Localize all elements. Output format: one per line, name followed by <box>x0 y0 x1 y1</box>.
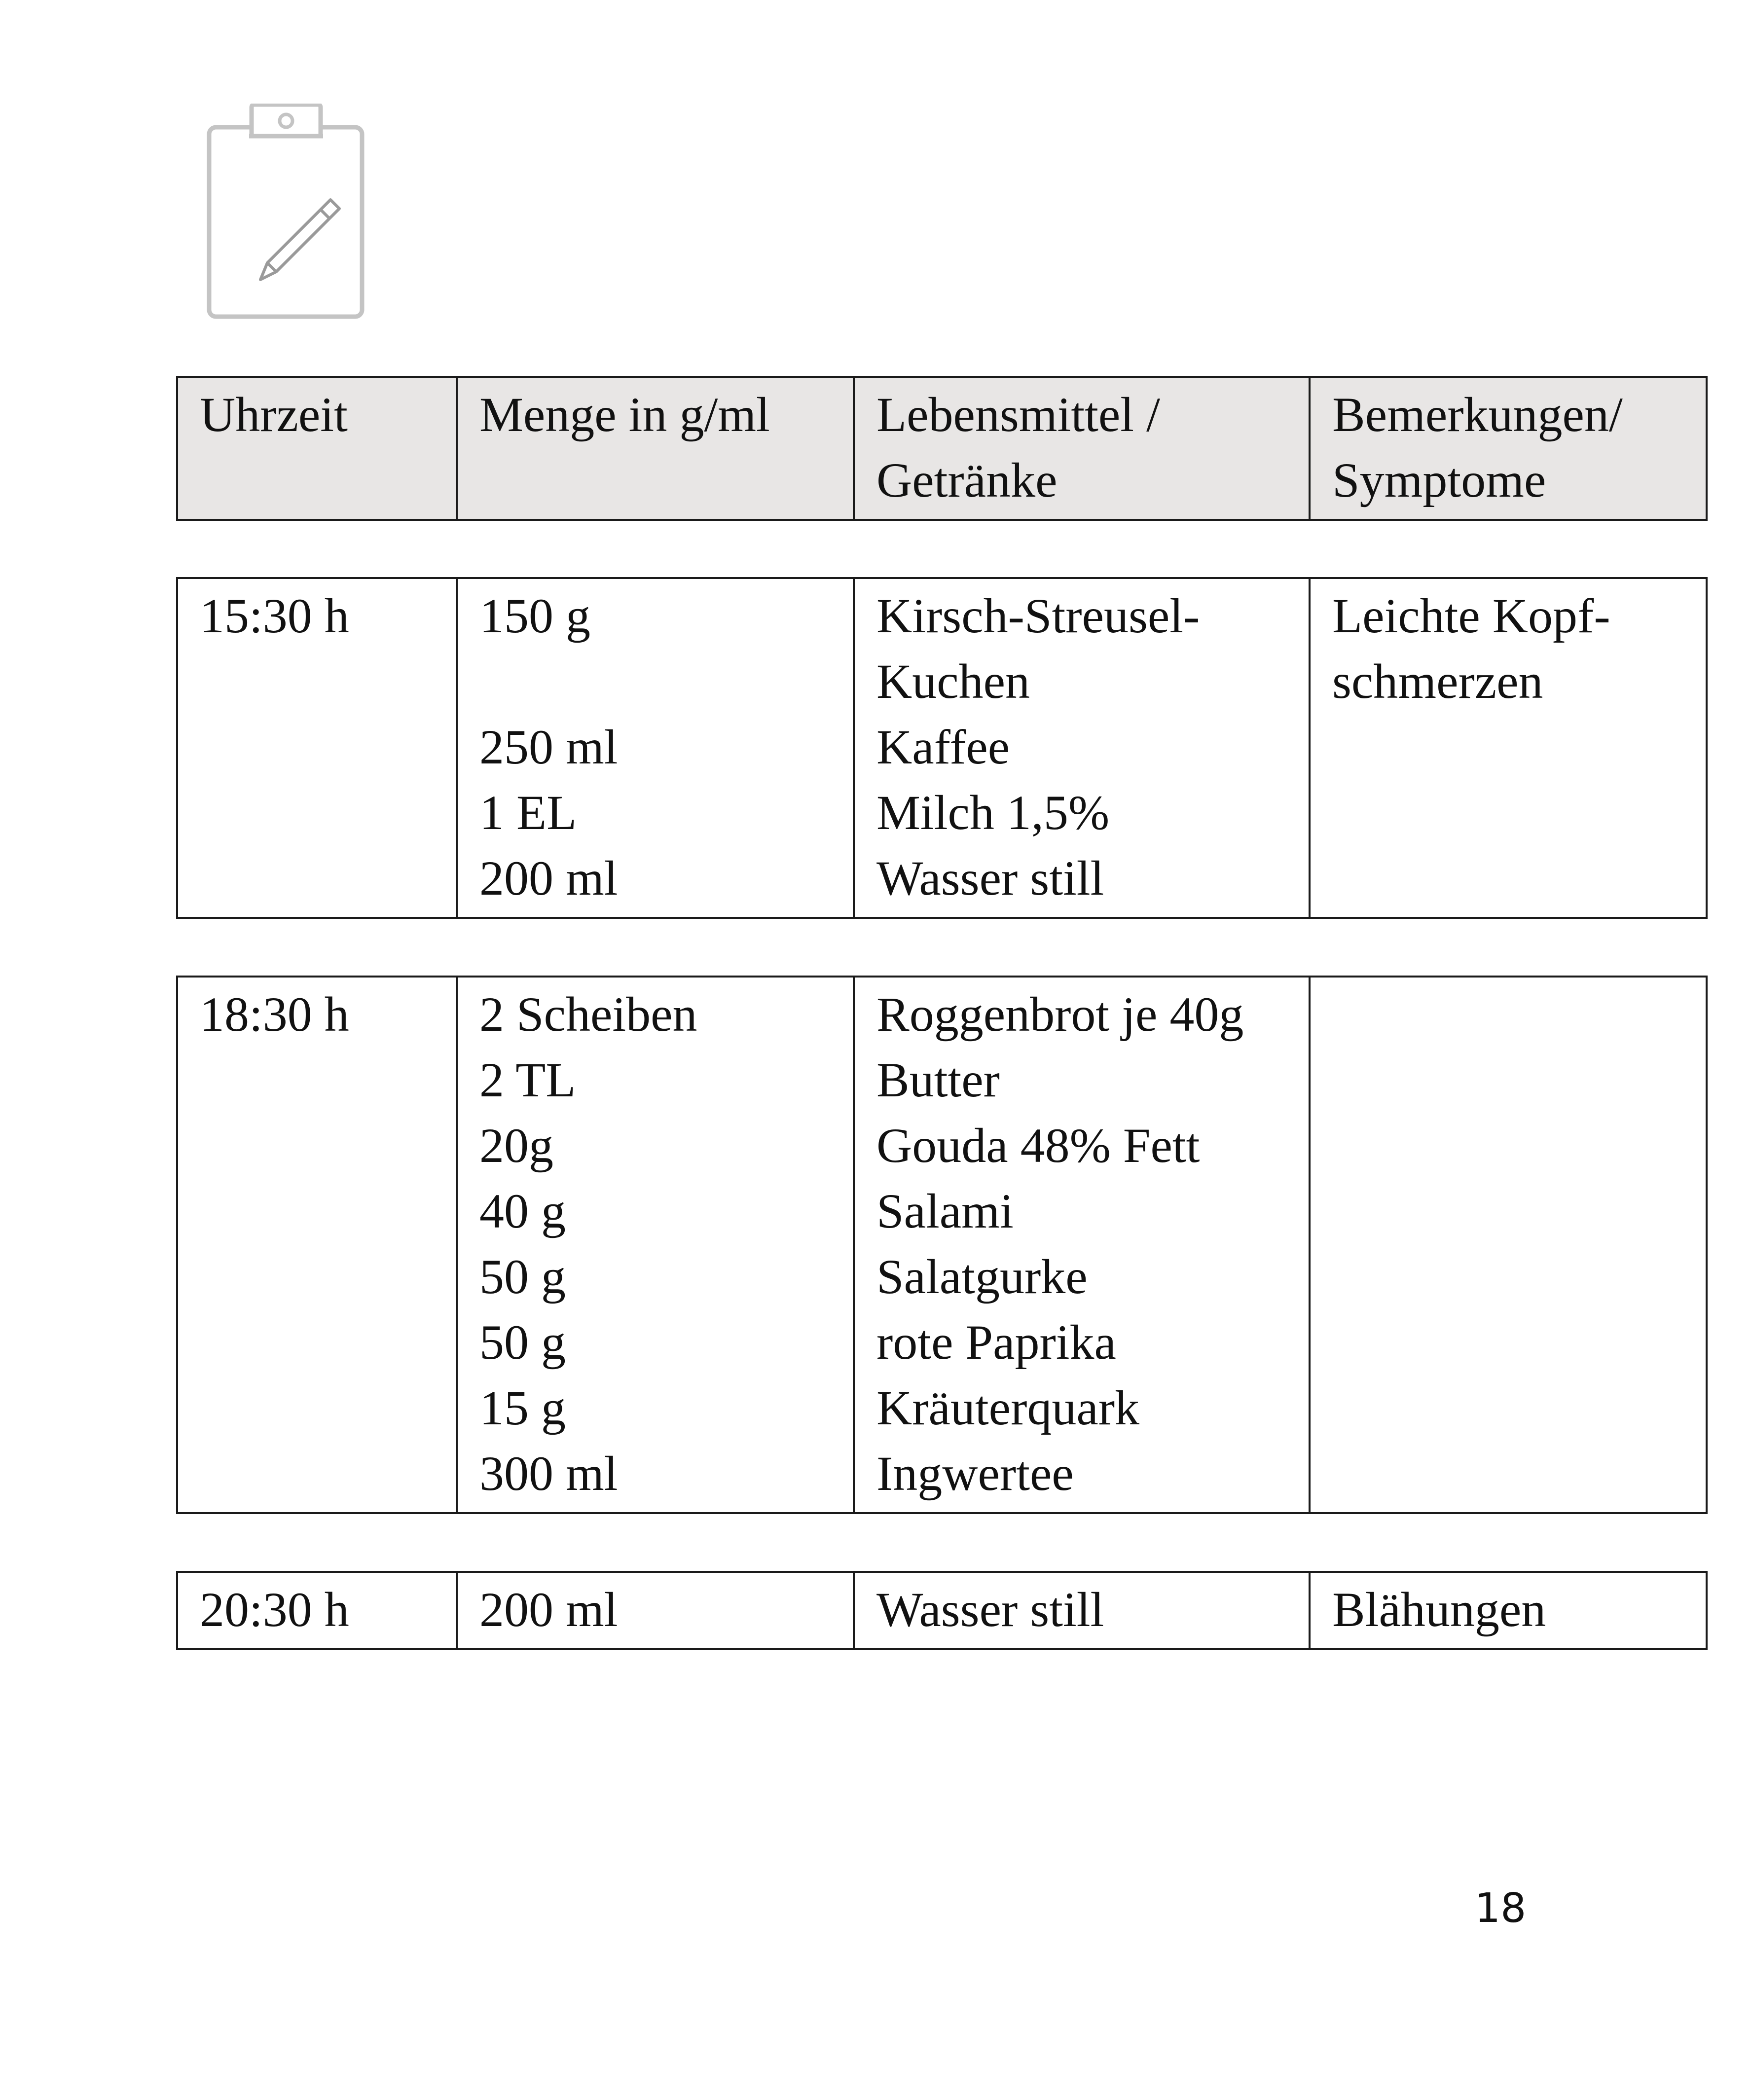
entry-foods: Wasser still <box>854 1572 1310 1649</box>
entry-amount-blank <box>479 649 831 714</box>
page-number: 18 <box>1475 1885 1527 1932</box>
header-notes: Bemerkungen/ Symptome <box>1310 377 1707 520</box>
entry-amounts: 2 Scheiben 2 TL 20g 40 g 50 g 50 g 15 g 300 ml <box>457 977 854 1513</box>
header-time: Uhrzeit <box>177 377 457 520</box>
entry-amounts: 150 g 250 ml 1 EL 200 ml <box>457 578 854 918</box>
header-row <box>177 377 1707 520</box>
entry-notes <box>1310 977 1707 1513</box>
entry-amounts: 200 ml <box>457 1572 854 1649</box>
entry-time: 15:30 h <box>177 578 457 918</box>
entry-table <box>176 976 1708 1514</box>
table-row <box>177 578 1707 918</box>
entry-table <box>176 1571 1708 1650</box>
entry-foods: Kirsch-Streusel- Kuchen Kaffee Milch 1,5% Wasser still <box>854 578 1310 918</box>
entry-time: 20:30 h <box>177 1572 457 1649</box>
header-amount: Menge in g/ml <box>457 377 854 520</box>
table-row <box>177 1572 1707 1649</box>
entry-foods: Roggenbrot je 40g Butter Gouda 48% Fett Salami Salatgurke rote Paprika Kräuterquark Ingwertee <box>854 977 1310 1513</box>
entry-time: 18:30 h <box>177 977 457 1513</box>
entry-notes: Blähungen <box>1310 1572 1707 1649</box>
header-food: Lebensmittel / Getränke <box>854 377 1310 520</box>
entry-table <box>176 577 1708 919</box>
entry-notes: Leichte Kopf- schmerzen <box>1310 578 1707 918</box>
clipboard-pen-icon <box>202 104 370 326</box>
header-table <box>176 376 1708 521</box>
table-row <box>177 977 1707 1513</box>
